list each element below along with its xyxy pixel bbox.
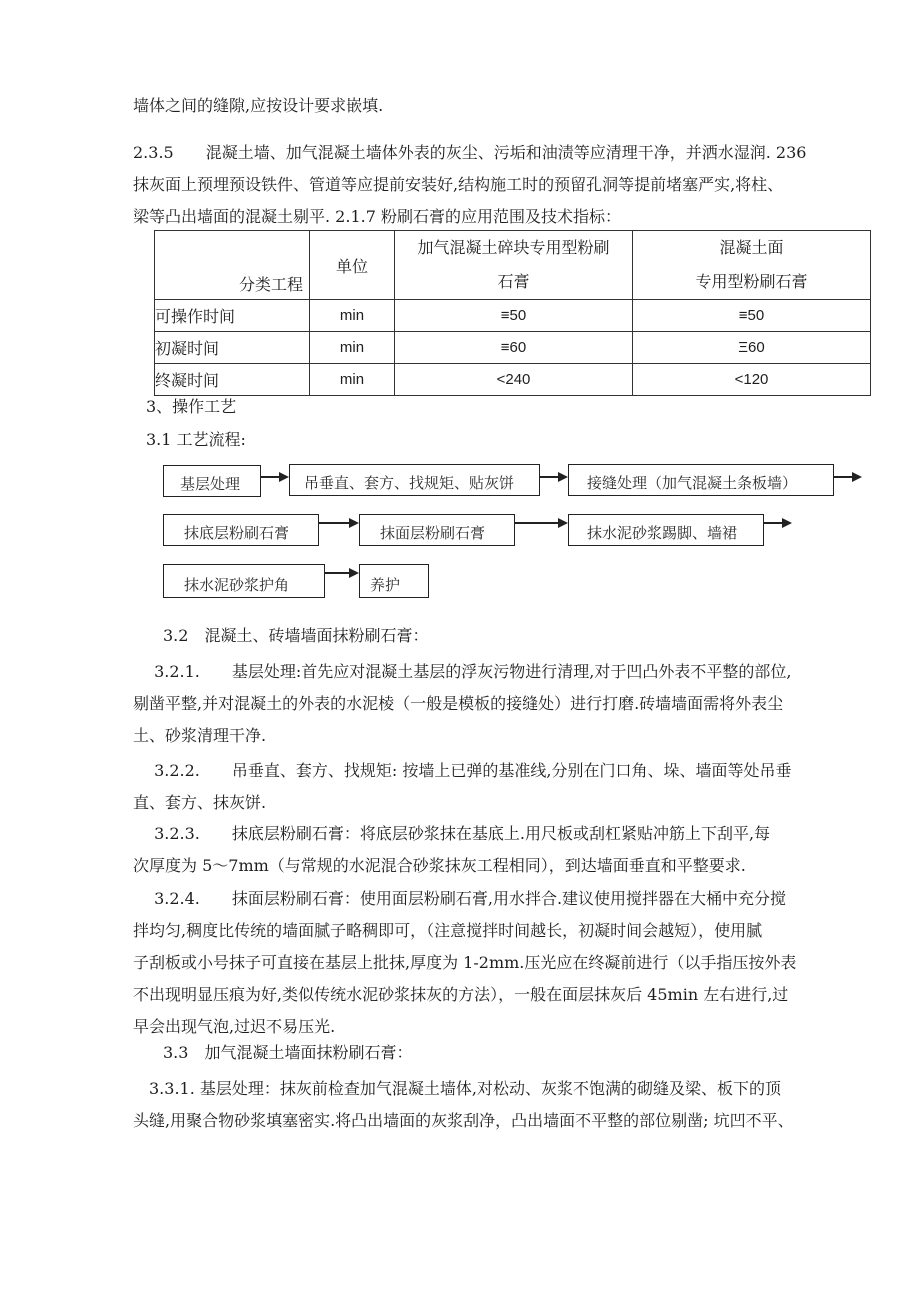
- row-aerated: ≡60: [395, 332, 633, 364]
- flow-step-plumb: 吊垂直、套方、找规矩、贴灰饼: [289, 464, 540, 496]
- para-3-2-4: [133, 883, 903, 1043]
- row-concrete: Ξ60: [633, 332, 871, 364]
- flow-arrow: [325, 572, 349, 574]
- section-3-2-title: 3.2 混凝土、砖墙墙面抹粉刷石膏：: [163, 626, 429, 645]
- para-3-2-2: [133, 755, 903, 819]
- row-unit: min: [310, 300, 395, 332]
- header-category: 分类工程: [155, 231, 310, 300]
- text-line: 剔凿平整,并对混凝土的外表的水泥棱（一般是模板的接缝处）进行打磨.砖墙墙面需将外表尘: [133, 694, 784, 713]
- table-row: [155, 364, 871, 396]
- row-name: 可操作时间: [155, 300, 310, 332]
- flow-step-corner-protection: 抹水泥砂浆护角: [163, 564, 325, 598]
- text-line: 抹灰面上预埋预设铁件、管道等应提前安装好,结构施工时的预留孔洞等提前堵塞严实,将柱、: [133, 175, 784, 194]
- flow-arrow: [261, 476, 279, 478]
- intro-line: 墙体之间的缝隙,应按设计要求嵌填.: [133, 96, 384, 115]
- text-line: 子刮板或小号抹子可直接在基层上批抹,厚度为 1-2mm.压光应在终凝前进行（以手指压按外表: [133, 953, 797, 972]
- row-concrete: ≡50: [633, 300, 871, 332]
- section-3-title: 3、操作工艺: [146, 397, 237, 416]
- section-3-3-title: 3.3 加气混凝土墙面抹粉刷石膏：: [163, 1043, 413, 1062]
- row-name: 终凝时间: [155, 364, 310, 396]
- para-3-3-1: [133, 1073, 903, 1137]
- flow-arrow: [515, 522, 558, 524]
- row-name: 初凝时间: [155, 332, 310, 364]
- flow-step-joint-treatment: 接缝处理（加气混凝土条板墙）: [568, 464, 834, 496]
- text-line: 3.2.3. 抹底层粉刷石膏：将底层砂浆抹在基底上.用尺板或刮杠紧贴冲筋上下刮平,每: [133, 824, 771, 843]
- flow-arrow: [764, 522, 782, 524]
- text-line: 梁等凸出墙面的混凝土剔平. 2.1.7 粉刷石膏的应用范围及技术指标：: [133, 207, 621, 226]
- table-row: [155, 300, 871, 332]
- section-3-1-title: 3.1 工艺流程:: [146, 430, 246, 449]
- flow-step-finish-coat: 抹面层粉刷石膏: [359, 514, 515, 546]
- para-3-2-1: [133, 656, 903, 752]
- header-aerated-line2: 石膏: [497, 272, 530, 291]
- text-line: 土、砂浆清理干净.: [133, 726, 267, 745]
- flow-arrow: [319, 522, 349, 524]
- text-line: 3.3.1. 基层处理：抹灰前检查加气混凝土墙体,对松动、灰浆不饱满的砌缝及梁、板下的顶: [133, 1079, 781, 1098]
- flow-step-base-coat: 抹底层粉刷石膏: [163, 514, 319, 546]
- header-unit: 单位: [310, 231, 395, 300]
- row-unit: min: [310, 332, 395, 364]
- header-aerated-line1: 加气混凝土碎块专用型粉刷: [417, 238, 610, 257]
- para-3-2-3: [133, 818, 903, 882]
- flow-arrow-head: [349, 568, 359, 578]
- row-aerated: ≡50: [395, 300, 633, 332]
- table-row: [155, 332, 871, 364]
- flow-arrow-head: [279, 472, 289, 482]
- row-unit: min: [310, 364, 395, 396]
- text-line: 直、套方、抹灰饼.: [133, 793, 267, 812]
- text-line: 3.2.2. 吊垂直、套方、找规矩: 按墙上已弹的基准线,分别在门口角、垛、墙面等处吊垂: [133, 761, 792, 780]
- row-aerated: <240: [395, 364, 633, 396]
- text-line: 3.2.1. 基层处理:首先应对混凝土基层的浮灰污物进行清理,对于凹凸外表不平整的部位,: [133, 662, 792, 681]
- header-aerated: [395, 231, 633, 300]
- spec-table: [154, 230, 871, 396]
- flow-step-curing: 养护: [359, 564, 429, 598]
- text-line: 头缝,用聚合物砂浆填塞密实.将凸出墙面的灰浆刮净，凸出墙面不平整的部位剔凿; 坑凹不平、: [133, 1111, 794, 1130]
- flow-arrow: [540, 476, 558, 478]
- flow-step-skirting: 抹水泥砂浆踢脚、墙裙: [568, 514, 764, 546]
- text-line: 次厚度为 5～7mm（与常规的水泥混合砂浆抹灰工程相同），到达墙面垂直和平整要求.: [133, 856, 746, 875]
- text-line: 拌均匀,稠度比传统的墙面腻子略稠即可，（注意搅拌时间越长，初凝时间会越短），使用腻: [133, 921, 763, 940]
- text-line: 2.3.5 混凝土墙、加气混凝土墙体外表的灰尘、污垢和油渍等应清理干净，并洒水湿润. 236: [133, 143, 807, 162]
- header-concrete-line2: 专用型粉刷石膏: [695, 272, 808, 291]
- text-line: 不出现明显压痕为好,类似传统水泥砂浆抹灰的方法），一般在面层抹灰后 45min 左右进行,过: [133, 985, 789, 1004]
- text-line: 早会出现气泡,过迟不易压光.: [133, 1017, 336, 1036]
- flow-arrow-head: [349, 518, 359, 528]
- header-concrete: [633, 231, 871, 300]
- table-header-row: [155, 231, 871, 300]
- header-concrete-line1: 混凝土面: [719, 238, 784, 257]
- section-2-3-5: [133, 137, 903, 233]
- text-line: 3.2.4. 抹面层粉刷石膏：使用面层粉刷石膏,用水拌合.建议使用搅拌器在大桶中充分搅: [133, 889, 787, 908]
- flow-arrow-head: [782, 518, 792, 528]
- flow-arrow-head: [852, 472, 862, 482]
- flow-step-base-treatment: 基层处理: [163, 465, 261, 497]
- row-concrete: <120: [633, 364, 871, 396]
- flow-arrow-head: [558, 472, 568, 482]
- flow-arrow-head: [558, 518, 568, 528]
- flow-arrow: [834, 476, 852, 478]
